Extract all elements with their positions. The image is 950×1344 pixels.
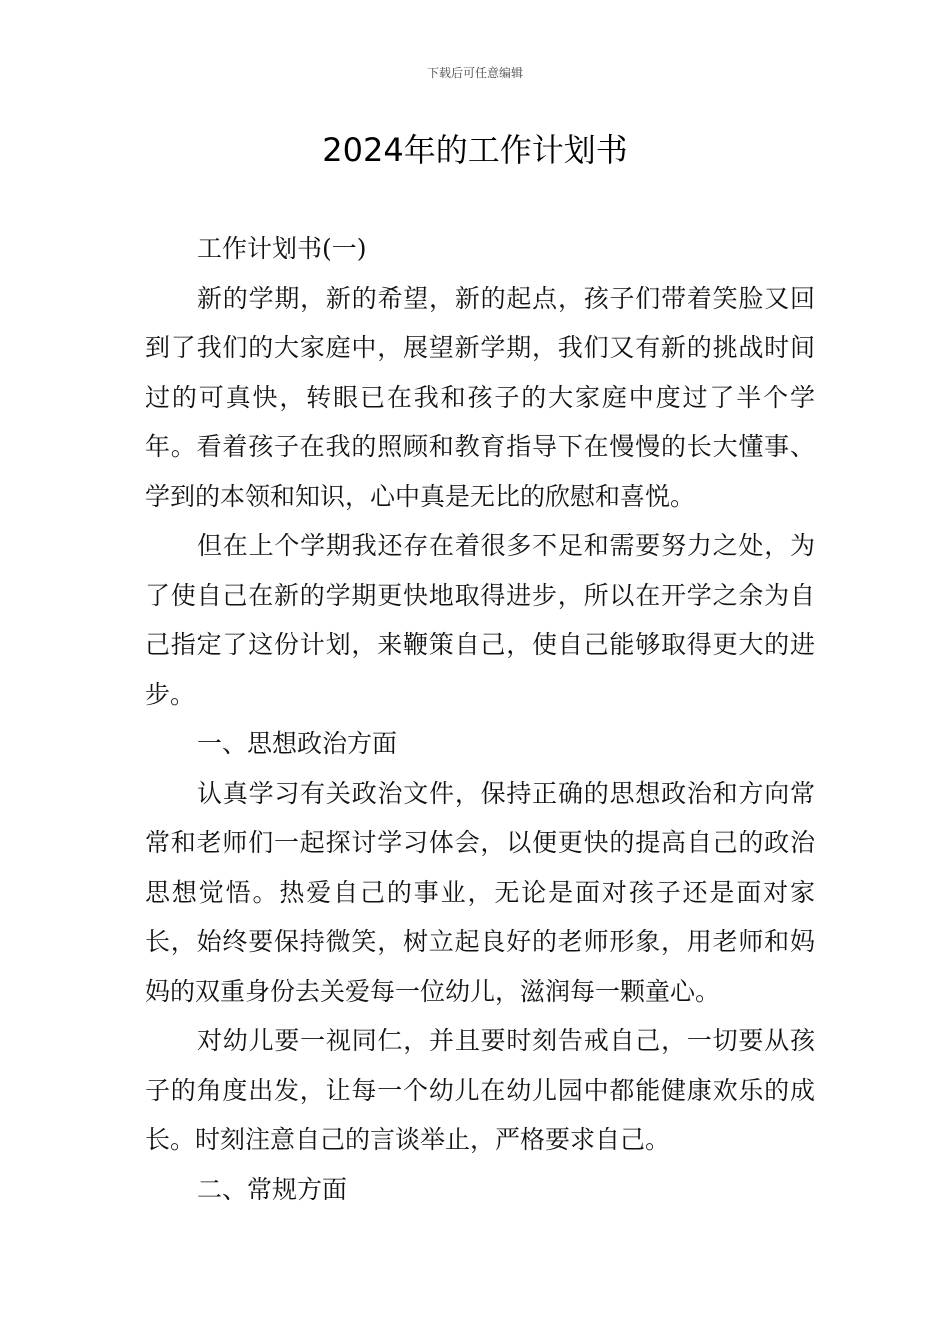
document-title: 2024年的工作计划书 (322, 131, 628, 169)
document-body (145, 224, 815, 1214)
paragraph-intro: 新的学期，新的希望，新的起点，孩子们带着笑脸又回到了我们的大家庭中，展望新学期，我们又有新的挑战时间过的可真快，转眼已在我和孩子的大家庭中度过了半个学年。看着孩子在我的照顾和教育指导下在慢慢的长大懂事、学到的本领和知识，心中真是无比的欣慰和喜悦。 (145, 283, 815, 511)
paragraph-equal-treatment: 对幼儿要一视同仁，并且要时刻告戒自己，一切要从孩子的角度出发，让每一个幼儿在幼儿园中都能健康欢乐的成长。时刻注意自己的言谈举止，严格要求自己。 (145, 1026, 815, 1154)
section-heading-plan-one: 工作计划书(一) (197, 234, 367, 263)
section-heading-political: 一、思想政治方面 (197, 729, 398, 758)
page-header-note: 下载后可任意编辑 (426, 66, 523, 80)
section-heading-routine: 二、常规方面 (197, 1174, 348, 1204)
paragraph-political-study: 认真学习有关政治文件，保持正确的思想政治和方向常常和老师们一起探讨学习体会，以便更快的提高自己的政治思想觉悟。热爱自己的事业，无论是面对孩子还是面对家长，始终要保持微笑，树立起良好的老师形象，用老师和妈妈的双重身份去关爱每一位幼儿，滋润每一颗童心。 (145, 778, 815, 1006)
paragraph-shortcomings: 但在上个学期我还存在着很多不足和需要努力之处，为了使自己在新的学期更快地取得进步，所以在开学之余为自己指定了这份计划，来鞭策自己，使自己能够取得更大的进步。 (145, 531, 815, 709)
